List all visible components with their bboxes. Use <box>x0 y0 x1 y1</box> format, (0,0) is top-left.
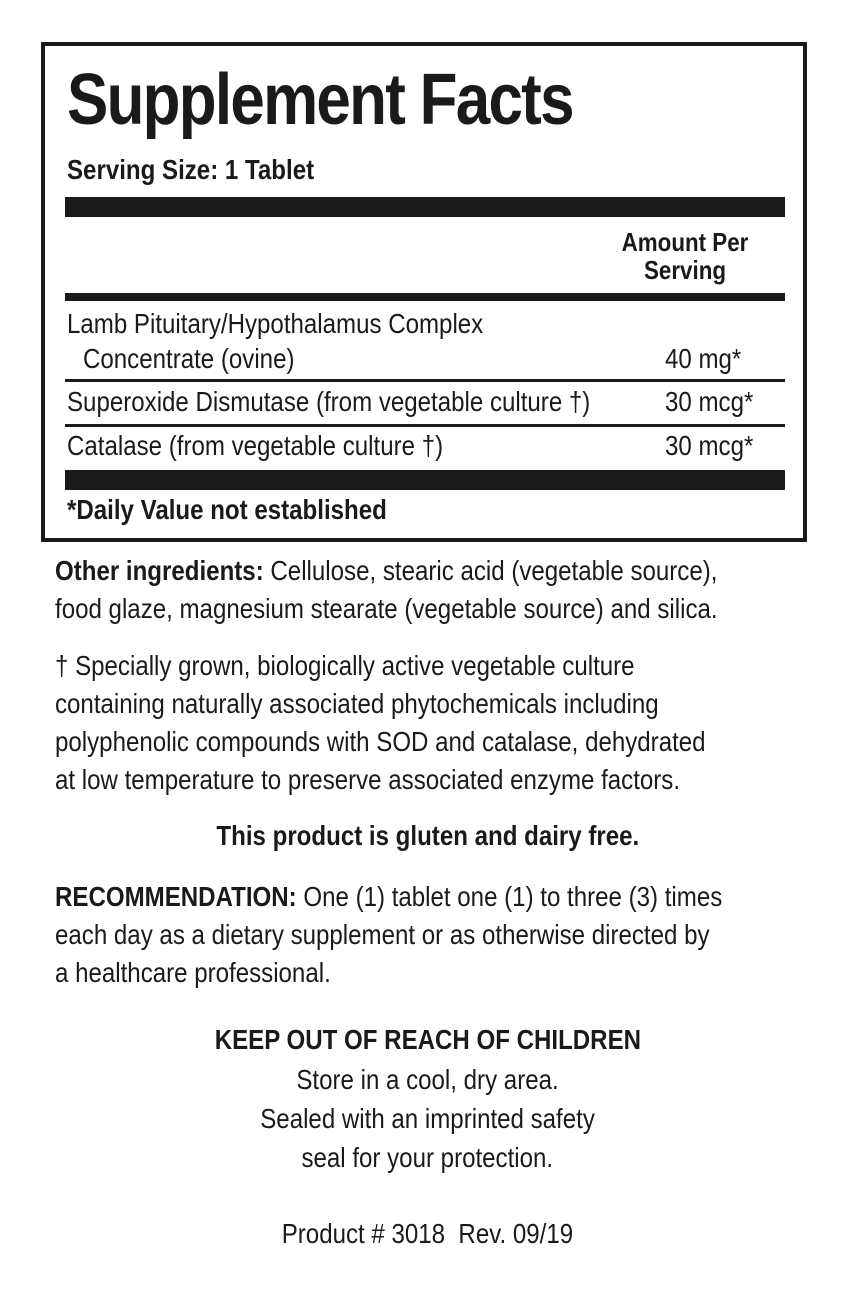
seal-note-line2 <box>0 1142 855 1174</box>
seal-note-text: Sealed with an imprinted safety <box>260 1103 595 1134</box>
recommendation-text-line2: each day as a dietary supplement or as otherwise directed by <box>55 919 710 950</box>
ingredient-name: Superoxide Dismutase (from vegetable culture †) <box>67 386 591 417</box>
other-ingredients-text-line2: food glaze, magnesium stearate (vegetable source) and silica. <box>55 593 718 624</box>
culture-note-line: at low temperature to preserve associated enzyme factors. <box>55 764 681 795</box>
seal-note-line1 <box>0 1103 855 1135</box>
divider-bar-bottom <box>65 470 785 490</box>
ingredient-name: Lamb Pituitary/Hypothalamus Complex <box>67 308 484 339</box>
row-divider <box>65 379 785 382</box>
other-ingredients-label: Other ingredients: <box>55 555 264 586</box>
product-code-text: Product # 3018 Rev. 09/19 <box>281 1218 574 1249</box>
ingredient-name: Catalase (from vegetable culture †) <box>67 430 444 461</box>
serving-size: Serving Size: 1 Tablet <box>67 154 315 185</box>
divider-bar-top <box>65 197 785 217</box>
warning-heading-text: KEEP OUT OF REACH OF CHILDREN <box>214 1024 641 1055</box>
gluten-dairy-free-note <box>0 820 855 852</box>
divider-bar-mid <box>65 293 785 301</box>
ingredient-amount: 40 mg* <box>665 343 742 374</box>
ingredient-amount: 30 mcg* <box>665 430 754 461</box>
culture-note-line: † Specially grown, biologically active vegetable culture <box>55 650 635 681</box>
amount-per-serving-header <box>608 228 763 284</box>
row-divider <box>65 424 785 427</box>
culture-note <box>55 647 706 799</box>
culture-note-line: containing naturally associated phytochemicals including <box>55 688 659 719</box>
other-ingredients-text: Cellulose, stearic acid (vegetable source), <box>263 555 718 586</box>
recommendation <box>55 878 722 992</box>
storage-note <box>0 1064 855 1096</box>
product-code <box>0 1218 855 1250</box>
facts-title: Supplement Facts <box>67 60 573 140</box>
daily-value-footnote: *Daily Value not established <box>67 494 387 525</box>
ingredient-amount: 30 mcg* <box>665 386 754 417</box>
recommendation-text: One (1) tablet one (1) to three (3) times <box>296 881 723 912</box>
supplement-facts-panel <box>41 42 807 542</box>
other-ingredients <box>55 552 718 628</box>
culture-note-line: polyphenolic compounds with SOD and catalase, dehydrated <box>55 726 706 757</box>
keep-out-of-reach-heading <box>0 1024 855 1056</box>
seal-note-text: seal for your protection. <box>301 1142 554 1173</box>
amount-header-line1: Amount Per <box>621 227 749 257</box>
ingredient-name-continued: Concentrate (ovine) <box>83 343 295 374</box>
recommendation-label: RECOMMENDATION: <box>55 881 297 912</box>
amount-header-line2: Serving <box>643 255 727 285</box>
storage-note-text: Store in a cool, dry area. <box>296 1064 559 1095</box>
gluten-dairy-free-text: This product is gluten and dairy free. <box>216 820 639 851</box>
recommendation-text-line3: a healthcare professional. <box>55 957 331 988</box>
